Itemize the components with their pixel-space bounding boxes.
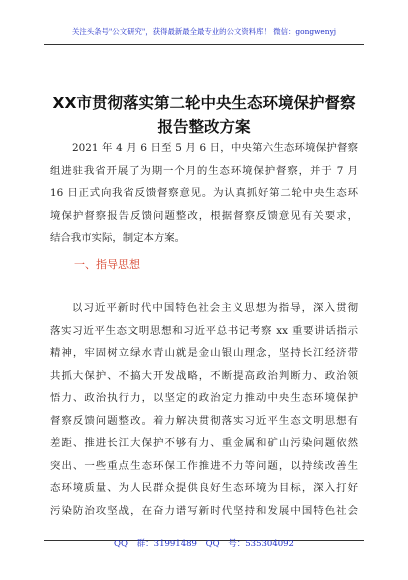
- header-notice: 关注头条号"公文研究"，获得最新最全最专业的公文资料库！ 微信：gongwenyj: [71, 27, 337, 36]
- intro-paragraph: [50, 137, 358, 250]
- body-line: 以习近平新时代中国特色社会主义思想为指导，深入贯彻: [72, 302, 358, 314]
- footer-contact: QQ 群：31991489 QQ 号：535304092: [114, 539, 294, 549]
- body-line: 差距、推进长江大保护不够有力、重金属和矿山污染问题依然: [50, 437, 358, 449]
- intro-line: 组进驻我省开展了为期一个月的生态环境保护督察，并于 7 月: [50, 164, 358, 177]
- intro-line: 2021 年 4 月 6 日至 5 月 6 日，中央第六生态环境保护督察: [72, 142, 358, 154]
- section1-paragraph: [50, 297, 358, 522]
- body-line: 落实习近平生态文明思想和习近平总书记考察 xx 重要讲话指示: [50, 324, 358, 337]
- header-bar: [44, 22, 364, 45]
- body-line: 共抓大保护、不搞大开发战略，不断提高政治判断力、政治领: [50, 369, 358, 382]
- body-line: 督察反馈问题整改。着力解决贯彻落实习近平生态文明思想有: [50, 414, 358, 427]
- intro-line: 结合我市实际，制定本方案。: [50, 232, 186, 244]
- body-line: 突出、一些重点生态环保工作推进不力等问题，以持续改善生: [50, 459, 358, 472]
- intro-line: 境保护督察报告反馈问题整改，根据督察反馈意见有关要求，: [50, 209, 358, 222]
- body-line: 态环境质量、为人民群众提供良好生态环境为目标，深入打好: [50, 482, 358, 494]
- body-line: 污染防治攻坚战，在奋力谱写新时代坚持和发展中国特色社会: [50, 504, 358, 517]
- document-title-line1: XX市贯彻落实第二轮中央生态环境保护督察: [52, 94, 356, 112]
- section-heading: 一、指导思想: [74, 258, 140, 271]
- document-title-line2: 报告整改方案: [157, 118, 251, 136]
- body-line: 悟力、政治执行力，以坚定的政治定力推动中央生态环境保护: [50, 392, 358, 404]
- body-line: 精神，牢固树立绿水青山就是金山银山理念，坚持长江经济带: [50, 347, 358, 359]
- intro-line: 16 日正式向我省反馈督察意见。为认真抓好第二轮中央生态环: [50, 187, 358, 199]
